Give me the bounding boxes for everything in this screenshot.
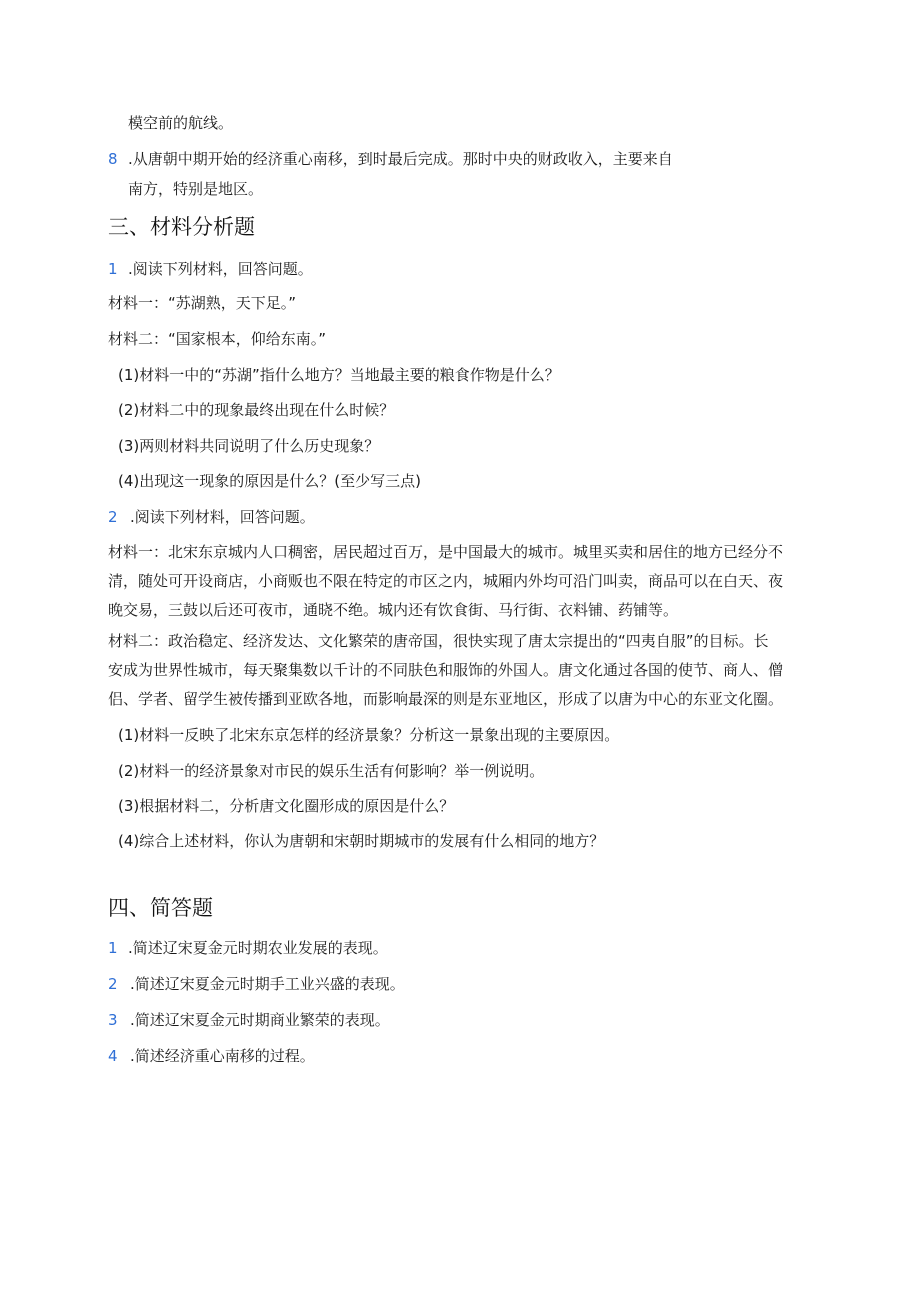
section-heading-material-analysis: 三、材料分析题 xyxy=(108,215,255,239)
question-prompt: .阅读下列材料，回答问题。 xyxy=(130,508,315,526)
material-2-paragraph xyxy=(108,627,808,714)
sub-question-3: (3)两则材料共同说明了什么历史现象？ xyxy=(118,437,380,455)
sub-question-4: (4)综合上述材料，你认为唐朝和宋朝时期城市的发展有什么相同的地方？ xyxy=(118,832,605,850)
paragraph-line: 清，随处可开设商店，小商贩也不限在特定的市区之内，城厢内外均可沿门叫卖，商品可以在白天、夜 xyxy=(108,572,784,590)
question-number: 8 xyxy=(108,150,118,168)
paragraph-line: 材料二：政治稳定、经济发达、文化繁荣的唐帝国，很快实现了唐太宗提出的“四夷自服”的目标。长 xyxy=(108,632,769,650)
question-number: 2 xyxy=(108,975,118,993)
question-text: .简述经济重心南移的过程。 xyxy=(130,1047,315,1065)
material-1: 材料一：“苏湖熟，天下足。” xyxy=(108,294,297,312)
question-number: 3 xyxy=(108,1011,118,1029)
question-number: 2 xyxy=(108,508,118,526)
paragraph-line: 材料一：北宋东京城内人口稠密，居民超过百万，是中国最大的城市。城里买卖和居住的地方已经分不 xyxy=(108,543,784,561)
sub-question-4: (4)出现这一现象的原因是什么？(至少写三点) xyxy=(118,472,421,490)
sub-question-1: (1)材料一中的“苏湖”指什么地方？当地最主要的粮食作物是什么？ xyxy=(118,366,560,384)
sub-question-3: (3)根据材料二，分析唐文化圈形成的原因是什么？ xyxy=(118,797,455,815)
question-number: 1 xyxy=(108,939,118,957)
paragraph-line: 晚交易，三鼓以后还可夜市，通晓不绝。城内还有饮食街、马行街、衣料铺、药铺等。 xyxy=(108,601,679,619)
short-answer-2 xyxy=(108,973,405,995)
question-text: .从唐朝中期开始的经济重心南移，到时最后完成。那时中央的财政收入，主要来自 xyxy=(128,150,673,168)
question-8 xyxy=(108,148,673,170)
question-number: 4 xyxy=(108,1047,118,1065)
question-number: 1 xyxy=(108,260,118,278)
sub-question-1: (1)材料一反映了北宋东京怎样的经济景象？分析这一景象出现的主要原因。 xyxy=(118,726,620,744)
question-text: .简述辽宋夏金元时期手工业兴盛的表现。 xyxy=(130,975,405,993)
short-answer-4 xyxy=(108,1045,315,1067)
question-prompt: .阅读下列材料，回答问题。 xyxy=(128,260,313,278)
section-heading-short-answer: 四、简答题 xyxy=(108,896,213,920)
sub-question-2: (2)材料一的经济景象对市民的娱乐生活有何影响？举一例说明。 xyxy=(118,762,545,780)
question-8-line-2: 南方，特别是地区。 xyxy=(128,180,264,198)
material-question-1 xyxy=(108,258,313,280)
sub-question-2: (2)材料二中的现象最终出现在什么时候？ xyxy=(118,401,395,419)
short-answer-1 xyxy=(108,937,388,959)
question-continuation: 模空前的航线。 xyxy=(128,114,234,132)
question-text: .简述辽宋夏金元时期农业发展的表现。 xyxy=(128,939,388,957)
material-2: 材料二：“国家根本，仰给东南。” xyxy=(108,330,327,348)
short-answer-3 xyxy=(108,1009,390,1031)
paragraph-line: 安成为世界性城市，每天聚集数以千计的不同肤色和服饰的外国人。唐文化通过各国的使节、商人、僧 xyxy=(108,661,784,679)
material-question-2 xyxy=(108,506,315,528)
question-text: .简述辽宋夏金元时期商业繁荣的表现。 xyxy=(130,1011,390,1029)
paragraph-line: 侣、学者、留学生被传播到亚欧各地，而影响最深的则是东亚地区，形成了以唐为中心的东亚文化圈。 xyxy=(108,690,784,708)
material-1-paragraph xyxy=(108,538,808,625)
